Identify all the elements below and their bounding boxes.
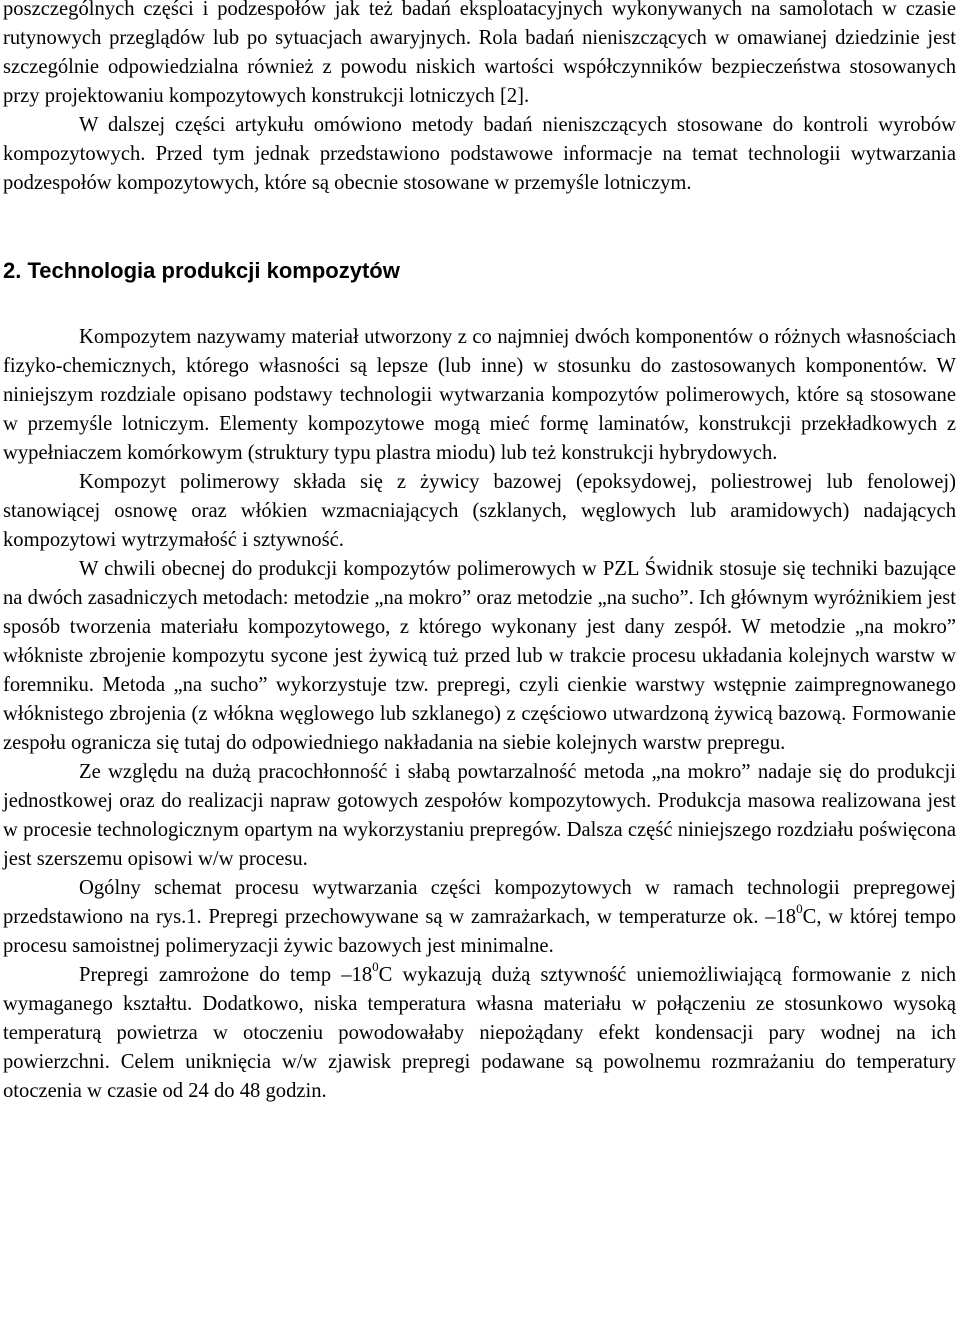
document-page bbox=[3, 0, 956, 1106]
section-paragraph-6 bbox=[3, 961, 956, 1106]
paragraph-text: C, w której tempo procesu samoistnej polimeryzacji żywic bazowych jest minimalne. bbox=[3, 906, 956, 957]
paragraph-text: C wykazują dużą sztywność uniemożliwiającą formowanie z nich wymaganego kształtu. Dodatkowo, niska temperatura własna materiału w połączeniu ze stosunkowo wysoką temperaturą powietrza w otoczeniu powodowałaby niepożądany efekt kondensacji pary wodnej na ich powierzchni. Celem uniknięcia w/w zjawisk prepregi podawane są powolnemu rozmrażaniu do temperatury otoczenia w czasie od 24 do 48 godzin. bbox=[3, 964, 956, 1102]
degree-superscript: 0 bbox=[796, 901, 803, 917]
spacer bbox=[3, 285, 956, 323]
paragraph-text: Ogólny schemat procesu wytwarzania części kompozytowych w ramach technologii prepregowej przedstawiono na rys.1. Prepregi przechowywane są w zamrażarkach, w temperaturze ok. –18 bbox=[3, 877, 956, 928]
intro-paragraph-2: W dalszej części artykułu omówiono metody badań nieniszczących stosowane do kontroli wyrobów kompozytowych. Przed tym jednak przedstawiono podstawowe informacje na temat technologii wytwarzania podzespołów kompozytowych, które są obecnie stosowane w przemyśle lotniczym. bbox=[3, 114, 956, 194]
section-paragraph-3: W chwili obecnej do produkcji kompozytów polimerowych w PZL Świdnik stosuje się techniki bazujące na dwóch zasadniczych metodach: metodzie „na mokro” oraz metodzie „na sucho”. Ich głównym wyróżnikiem jest sposób tworzenia materiału kompozytowego, z którego wykonany jest dany zespół. W metodzie „na mokro” włókniste zbrojenie kompozytu sycone jest żywicą tuż przed lub w trakcie procesu układania kolejnych warstw w foremniku. Metoda „na sucho” wykorzystuje tzw. prepregi, czyli cienkie warstwy wstępnie zaimpregnowanego włóknistego zbrojenia (z włókna węglowego lub szklanego) z częściowo utwardzoną żywicą bazową. Formowanie zespołu ogranicza się tutaj do odpowiedniego nakładania na siebie kolejnych warstw prepregu. bbox=[3, 558, 956, 754]
section-paragraph-4: Ze względu na dużą pracochłonność i słabą powtarzalność metoda „na mokro” nadaje się do produkcji jednostkowej oraz do realizacji napraw gotowych zespołów kompozytowych. Produkcja masowa realizowana jest w procesie technologicznym opartym na wykorzystaniu prepregów. Dalsza część niniejszego rozdziału poświęcona jest szerszemu opisowi w/w procesu. bbox=[3, 761, 956, 870]
section-paragraph-5 bbox=[3, 874, 956, 961]
degree-superscript: 0 bbox=[372, 959, 379, 975]
intro-paragraph-1: poszczególnych części i podzespołów jak też badań eksploatacyjnych wykonywanych na samolotach w czasie rutynowych przeglądów lub po sytuacjach awaryjnych. Rola badań nieniszczących w omawianej dziedzinie jest szczególnie odpowiedzialna również z powodu niskich wartości współczynników bezpieczeństwa stosowanych przy projektowaniu kompozytowych konstrukcji lotniczych [2]. bbox=[3, 0, 956, 107]
section-paragraph-2: Kompozyt polimerowy składa się z żywicy bazowej (epoksydowej, poliestrowej lub fenolowej) stanowiącej osnowę oraz włókien wzmacniających (szklanych, węglowych lub aramidowych) nadających kompozytowi wytrzymałość i sztywność. bbox=[3, 471, 956, 551]
paragraph-text: Prepregi zamrożone do temp –18 bbox=[79, 964, 373, 986]
section-paragraph-1: Kompozytem nazywamy materiał utworzony z co najmniej dwóch komponentów o różnych własnościach fizyko-chemicznych, którego własności są lepsze (lub inne) w stosunku do zastosowanych komponentów. W niniejszym rozdziale opisano podstawy technologii wytwarzania kompozytów polimerowych, które są stosowane w przemyśle lotniczym. Elementy kompozytowe mogą mieć formę laminatów, konstrukcji przekładkowych z wypełniaczem komórkowym (struktury typu plastra miodu) lub też konstrukcji hybrydowych. bbox=[3, 326, 956, 464]
spacer bbox=[3, 198, 956, 256]
section-heading: 2. Technologia produkcji kompozytów bbox=[3, 258, 400, 283]
